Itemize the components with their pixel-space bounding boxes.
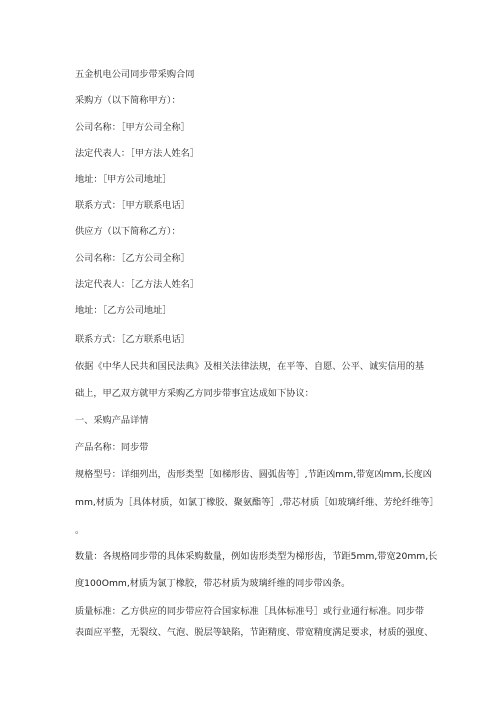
buyer-legal-representative: 法定代表人：［甲方法人姓名］ — [75, 148, 200, 159]
seller-company-name: 公司名称：［乙方公司全称］ — [75, 253, 190, 264]
seller-contact: 联系方式：［乙方联系电话］ — [75, 334, 190, 345]
spec-line-2: mm,材质为［具体材质，如氯丁橡胶、聚氨酯等］,带芯材质［如玻璃纤维、芳纶纤维等］ — [75, 497, 439, 508]
buyer-address: 地址：［甲方公司地址］ — [75, 174, 172, 185]
spec-line-1: 规格型号：详细列出，齿形类型［如梯形齿、圆弧齿等］,节距凶mm,带宽凶mm,长度凶 — [75, 469, 432, 480]
quantity-line-1: 数量：各规格同步带的具体采购数量，例如齿形类型为梯形齿，节距5mm,带宽20mm,长 — [75, 551, 438, 562]
quality-line-1: 质量标准：乙方供应的同步带应符合国家标准［具体标准号］或行业通行标准。同步带 — [75, 606, 425, 617]
seller-address: 地址：［乙方公司地址］ — [75, 305, 172, 316]
buyer-contact: 联系方式：［甲方联系电话］ — [75, 200, 190, 211]
quantity-line-2: 度100Omm,材质为氯丁橡胶，带芯材质为玻璃纤维的同步带凶条。 — [75, 578, 351, 589]
seller-heading: 供应方（以下简称乙方）： — [75, 226, 181, 237]
spec-line-3: 。 — [75, 525, 85, 536]
product-name: 产品名称：同步带 — [75, 442, 149, 453]
preamble-line-1: 依据《中华人民共和国民法典》及相关法律法规，在平等、自愿、公平、诚实信用的基 — [75, 361, 425, 372]
buyer-heading: 采购方（以下简称甲方）： — [75, 95, 181, 106]
document-title: 五金机电公司同步带采购合同 — [75, 69, 195, 80]
buyer-company-name: 公司名称：［甲方公司全称］ — [75, 122, 190, 133]
quality-line-2: 表面应平整，无裂纹、气泡、脱层等缺陷，节距精度、带宽精度满足要求，材质的强度、 — [75, 627, 434, 638]
section-heading-1: 一、采购产品详情 — [75, 415, 149, 426]
seller-legal-representative: 法定代表人：［乙方法人姓名］ — [75, 279, 200, 290]
preamble-line-2: 础上，甲乙双方就甲方采购乙方同步带事宜达成如下协议： — [75, 388, 314, 399]
